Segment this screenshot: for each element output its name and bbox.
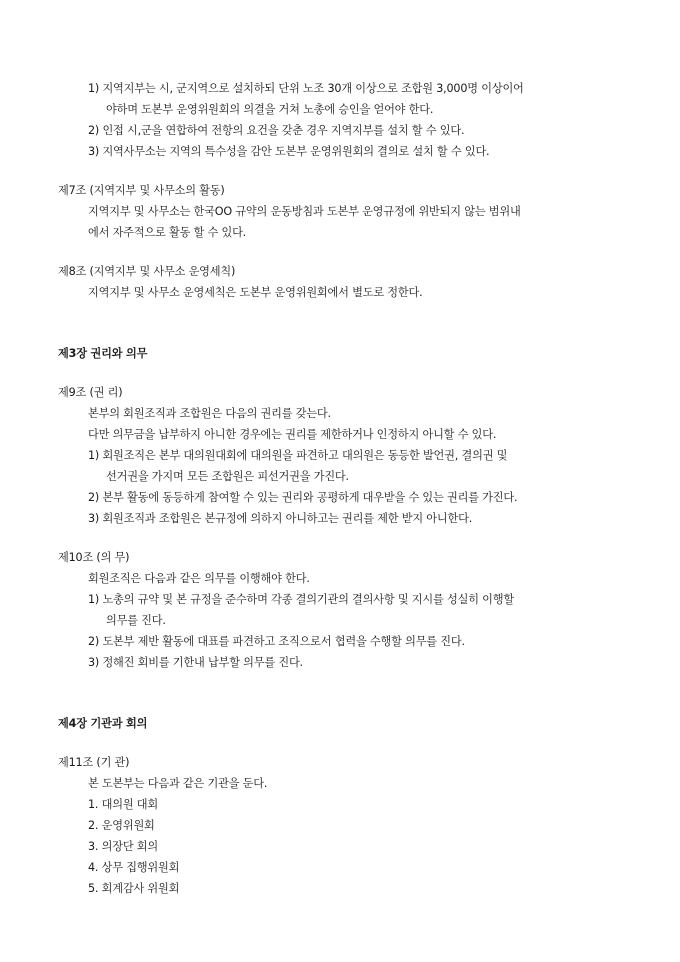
item-text: 회원조직은 본부 대의원대회에 대의원을 파견하고 대의원은 동등한 발언권, 결의권 및 — [102, 449, 508, 462]
article-body: 다만 의무금을 납부하지 아니한 경우에는 권리를 제한하거나 인정하지 아니할 수 있다. — [88, 428, 497, 441]
list-item-continuation — [0, 99, 628, 120]
list-item: 4. 상무 집행위원회 — [88, 861, 180, 874]
item-text: 정해진 회비를 기한내 납부할 의무를 진다. — [102, 656, 303, 669]
list-item: 2. 운영위원회 — [88, 819, 155, 832]
item-number: 1) — [88, 593, 100, 606]
list-item: 5. 회계감사 위원회 — [88, 882, 180, 895]
article-heading: 제10조 (의 무) — [58, 551, 130, 564]
item-number: 2) — [88, 491, 100, 504]
item-text: 노총의 규약 및 본 규정을 준수하며 각종 결의기관의 결의사항 및 지시를 성실히 이행할 — [102, 593, 514, 606]
item-text: 지역지부는 시, 군지역으로 설치하되 단위 노조 30개 이상으로 조합원 3,000명 이상이어 — [102, 82, 524, 95]
article-body: 회원조직은 다음과 같은 의무를 이행해야 한다. — [88, 572, 310, 585]
list-item: 1. 대의원 대회 — [88, 798, 159, 811]
item-number: 2) — [88, 635, 100, 648]
chapter-title: 제4장 기관과 회의 — [58, 717, 148, 730]
list-item — [0, 487, 628, 508]
article-heading: 제8조 (지역지부 및 사무소 운영세칙) — [58, 265, 236, 278]
list-item — [0, 589, 628, 610]
item-number: 2) — [88, 124, 100, 137]
chapter-title: 제3장 권리와 의무 — [58, 347, 148, 360]
article-body: 지역지부 및 사무소는 한국OO 규약의 운동방침과 도본부 운영규정에 위반되지 않는 범위내 — [88, 205, 521, 218]
item-number: 1) — [88, 449, 100, 462]
item-number: 3) — [88, 656, 100, 669]
list-item — [0, 631, 628, 652]
item-text: 인접 시,군을 연합하여 전항의 요건을 갖춘 경우 지역지부를 설치 할 수 있다. — [102, 124, 465, 137]
item-text-continued: 야하며 도본부 운영위원회의 의결을 거쳐 노총에 승인을 얻어야 한다. — [106, 103, 434, 116]
article-body: 지역지부 및 사무소 운영세칙은 도본부 운영위원회에서 별도로 정한다. — [88, 286, 423, 299]
item-number: 3) — [88, 145, 100, 158]
list-item-continuation — [0, 466, 628, 487]
list-item — [0, 445, 628, 466]
list-item — [0, 120, 628, 141]
article-heading: 제9조 (권 리) — [58, 386, 123, 399]
item-text-continued: 의무를 진다. — [106, 614, 166, 627]
list-item — [0, 141, 628, 162]
item-text: 회원조직과 조합원은 본규정에 의하지 아니하고는 권리를 제한 받지 아니한다. — [102, 512, 473, 525]
list-item-continuation — [0, 610, 628, 631]
item-text: 지역사무소는 지역의 특수성을 감안 도본부 운영위원회의 결의로 설치 할 수 있다. — [102, 145, 490, 158]
article-heading: 제11조 (기 관) — [58, 756, 130, 769]
article-body: 에서 자주적으로 활동 할 수 있다. — [88, 226, 247, 239]
item-number: 1) — [88, 82, 100, 95]
list-item: 3. 의장단 회의 — [88, 840, 159, 853]
item-text: 본부 활동에 동등하게 참여할 수 있는 권리와 공평하게 대우받을 수 있는 권리를 가진다. — [102, 491, 518, 504]
article-body: 본 도본부는 다음과 같은 기관을 둔다. — [88, 777, 268, 790]
list-item — [0, 508, 628, 529]
list-item — [0, 652, 628, 673]
item-text: 도본부 제반 활동에 대표를 파견하고 조직으로서 협력을 수행할 의무를 진다. — [102, 635, 465, 648]
article-heading: 제7조 (지역지부 및 사무소의 활동) — [58, 184, 225, 197]
list-item — [0, 78, 628, 99]
item-number: 3) — [88, 512, 100, 525]
article-body: 본부의 회원조직과 조합원은 다음의 권리를 갖는다. — [88, 407, 331, 420]
item-text-continued: 선거권을 가지며 모든 조합원은 피선거권을 가진다. — [106, 470, 349, 483]
